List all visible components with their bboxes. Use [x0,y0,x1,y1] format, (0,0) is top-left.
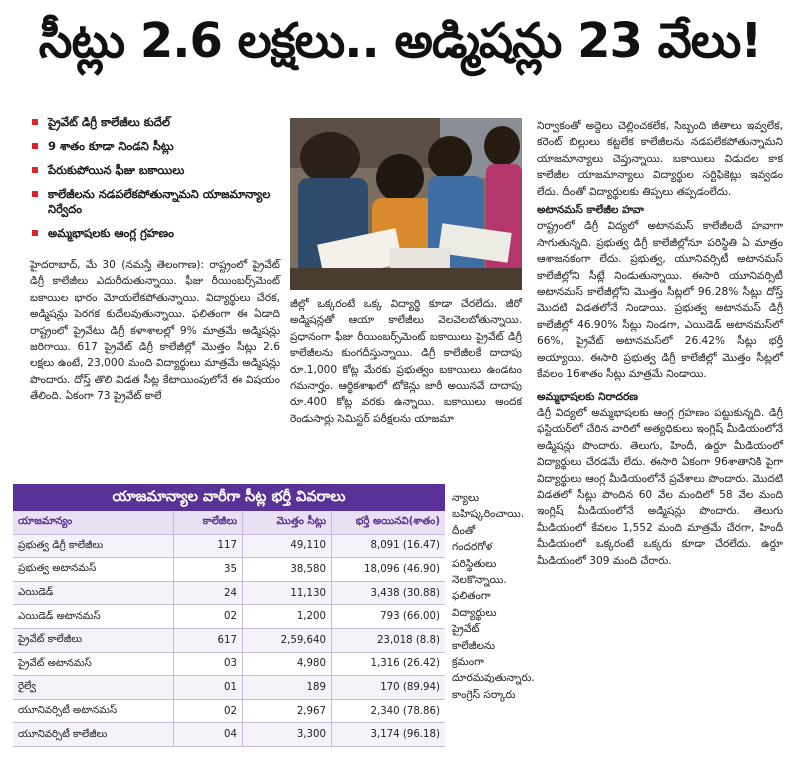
table-row [13,628,445,652]
header-total-seats: మొత్తం సీట్లు [243,511,332,534]
cell-total: 189 [243,676,332,700]
seats-table-box [13,484,445,761]
bullet-item [30,139,285,154]
seats-table [13,511,445,747]
header-colleges: కాలేజీలు [174,511,243,534]
col3-para3: డిగ్రీ విద్యలో అమ్మభాషలకు ఆంగ్ల గ్రహణం పట్టుకున్నది. డిగ్రీ ఫస్టియర్‌లో చేరిన వారిలో అత్యధికులు ఇంగ్లిష్ మీడియంలోనే అడ్మిషన్లు పొందారు. తెలుగు, హిందీ, ఉర్దూ మీడియంలో విద్యార్థులు చేరడమే లేదు. ఈసారి ఏకంగా 96శాతానికి పైగా విద్యార్థులు ఆంగ్ల మీడియంలోనే ప్రవేశాలు పొందారు. మొదటి విడతలో సీట్లు పొందిన 60 వేల మందిలో 58 వేల మంది ఇంగ్లిష్ మీడియంలోనే అడ్మిషన్లు పొందారు. తెలుగు మీడియంలో కేవలం 1,552 మంది మాత్రమే చేరగా, హిందీ మీడియంలో ఒక్కరంటే ఒక్కరు కూడా చేరలేదు. ఉర్దూ మీడియంలో 309 మంది చేరారు. [537,406,783,567]
bullet-item [30,226,285,241]
cell-total: 3,300 [243,723,332,747]
bullet-text: 9 శాతం కూడా నిండని సీట్లు [48,139,174,153]
cell-colleges: 35 [174,558,243,582]
table-row [13,699,445,723]
bullet-item [30,187,285,217]
cell-total: 49,110 [243,534,332,558]
cell-colleges: 02 [174,605,243,629]
cell-management: ప్రైవేట్ అటానమస్ [13,652,174,676]
students-illustration [290,118,522,290]
cell-colleges: 24 [174,581,243,605]
cell-filled: 3,438 (30.88) [332,581,446,605]
cell-filled: 3,174 (96.18) [332,723,446,747]
cell-total: 2,59,640 [243,628,332,652]
bullet-item [30,163,285,178]
bullet-text: పేరుకుపోయిన ఫీజు బకాయిలు [48,163,185,177]
header-management: యాజమాన్యం [13,511,174,534]
bullet-square-icon [32,119,38,125]
cell-colleges: 04 [174,723,243,747]
cell-filled: 8,091 (16.47) [332,534,446,558]
table-header-row [13,511,445,534]
table-row [13,558,445,582]
article-col1: హైదరాబాద్, మే 30 (నమస్తే తెలంగాణ): రాష్ట్రంలో ప్రైవేట్ డిగ్రీ కాలేజీలు ఎదురీదుతున్నాయి. ఫీజు రీయింబర్స్‌మెంట్ బకాయిల భారం మోయలేకపోతున్నాయి. విద్యార్థులు చేరక, అడ్మిషన్లు పెరగక కుదేలవుతున్నాయి. ఫలితంగా ఈ ఏడాది రాష్ట్రంలో ప్రైవేటు డిగ్రీ కళాశాలల్లో 9% మాత్రమే అడ్మిషన్లు జరిగాయి. 617 ప్రైవేట్ డిగ్రీ కాలేజీల్లో మొత్తం సీట్లు 2.6 లక్షలు ఉంటే, 23,000 మంది విద్యార్థులు మాత్రమే అడ్మిషన్లు పొందారు. దోస్త్ తొలి విడత సీట్ల కేటాయింపులోనే ఈ విషయం తేలింది. ఏకంగా 73 ప్రైవేట్ కాలే [30,259,280,403]
cell-filled: 170 (89.94) [332,676,446,700]
table-row [13,652,445,676]
cell-total: 38,580 [243,558,332,582]
table-row [13,723,445,747]
bullet-text: ప్రైవేట్ డిగ్రీ కాలేజీలు కుదేల్ [48,115,171,129]
headline: సీట్లు 2.6 లక్షలు.. అడ్మిషన్లు 23 వేలు! [38,13,762,69]
cell-total: 2,967 [243,699,332,723]
bullet-item [30,115,285,130]
bullet-square-icon [32,143,38,149]
cell-total: 1,200 [243,605,332,629]
table-row [13,534,445,558]
table-row [13,605,445,629]
cell-management: ఎయిడెడ్ అటానమస్ [13,605,174,629]
article-col2b: న్యాలు బహిష్కరించాయి. దీంతో గందరగోళ పరిస్థితులు నెలకొన్నాయి. ఫలితంగా విద్యార్థులు ప్రైవేట్ కాలేజీలను క్రమంగా దూరమవుతున్నారు. కాంగ్రెస్ సర్కారు [452,492,535,701]
article-col3 [537,118,783,569]
article-col2: జీల్లో ఒక్కరంటే ఒక్క విద్యార్థి కూడా చేరలేదు. జీరో అడ్మిషన్లతో ఆయా కాలేజీలు వెలవెలబోతున్నాయి. ప్రధానంగా ఫీజు రీయింబర్స్‌మెంట్ బకాయిలు ప్రైవేట్ డిగ్రీ కాలేజీలను కుంగదీస్తున్నాయి. డిగ్రీ కాలేజీలకే దాదాపు రూ.1,000 కోట్ల మేరకు ప్రభుత్వం బకాయిలు ఉండటం గమనార్హం. ఆర్థికశాఖలో టోకెన్లు జారీ అయినవే దాదాపు రూ.400 కోట్ల వరకు ఉన్నాయి. బకాయిలు అందక రెండుసార్లు సెమిస్టర్ పరీక్షలను యాజమా [290,298,522,425]
col3-para1: నిర్వాకంతో అద్దెలు చెల్లించకలేక, సిబ్బంది జీతాలు ఇవ్వలేక, కరెంట్ బిల్లులు కట్టలేక కాలేజీలను నడపలేకపోతున్నామని యాజమాన్యాలు చెప్తున్నాయి. బకాయిలు విడుదల కాక కాలేజీల యాజమాన్యాలు విద్యార్థుల సర్టిఫికెట్లు ఇవ్వడం లేదు. దీంతో విద్యార్థులకు తిప్పలు తప్పడంలేదు. [537,120,783,198]
cell-filled: 2,340 (78.86) [332,699,446,723]
cell-management: ప్రభుత్వ డిగ్రీ కాలేజీలు [13,534,174,558]
cell-total: 4,980 [243,652,332,676]
cell-management: రైల్వే [13,676,174,700]
cell-management: యూనివర్సిటీ కాలేజీలు [13,723,174,747]
cell-management: ప్రభుత్వ అటానమస్ [13,558,174,582]
cell-colleges: 117 [174,534,243,558]
bullet-list [30,115,285,250]
cell-colleges: 03 [174,652,243,676]
cell-filled: 23,018 (8.8) [332,628,446,652]
table-row [13,581,445,605]
cell-colleges: 617 [174,628,243,652]
cell-management: ప్రైవేట్ కాలేజీలు [13,628,174,652]
cell-management: ఎయిడెడ్ [13,581,174,605]
students-photo [290,118,522,290]
col3-para2: రాష్ట్రంలో డిగ్రీ విద్యలో అటానమస్ కాలేజీలదే హవాగా సాగుతున్నది. ప్రభుత్వ డిగ్రీ కాలేజీల్లోనూ పరిస్థితి ఏ మాత్రం ఆశాజనకంగా లేదు. ప్రభుత్వ, యూనివర్సిటీ అటానమస్ కాలేజీల్లోని సీట్లే నిండుతున్నాయి. ఈసారి యూనివర్సిటీ అటానమస్ కాలేజీల్లోని మొత్తం సీట్లలో 96.28% సీట్లు దోస్త్ మొదటి విడతలోనే నిండాయి. ప్రభుత్వ అటానమస్ డిగ్రీ కాలేజీల్లో 46.90% సీట్లు నిండగా, ఎయిడెడ్ అటానమస్‌లో 66%, ప్రైవేట్ అటానమస్‌లో 26.42% సీట్లు భర్తీ అయ్యాయి. ఈసారి ప్రభుత్వ డిగ్రీ కాలేజీల్లో మొత్తం సీట్లలో కేవలం 16శాతం సీట్లు మాత్రమే నిండాయి. [537,220,783,381]
table-row [13,676,445,700]
cell-filled: 18,096 (46.90) [332,558,446,582]
bullet-text: కాలేజీలను నడపలేకపోతున్నామని యాజమాన్యాల నిర్వేదం [48,187,271,216]
table-title: యాజమాన్యాల వారీగా సీట్ల భర్తీ వివరాలు [13,484,445,511]
cell-management: యూనివర్సిటీ అటానమస్ [13,699,174,723]
cell-colleges: 01 [174,676,243,700]
cell-colleges: 02 [174,699,243,723]
cell-filled: 1,316 (26.42) [332,652,446,676]
col3-subhead-mothertongue: అమ్మభాషలకు నిరాదరణ [537,390,639,403]
col3-subhead-autonomous: అటానమస్ కాలేజీల హవా [537,204,644,217]
header-filled: భర్తీ అయినవి(శాతం) [332,511,446,534]
cell-total: 11,130 [243,581,332,605]
bullet-square-icon [32,191,38,197]
cell-filled: 793 (66.00) [332,605,446,629]
bullet-text: అమ్మభాషలకు ఆంగ్ల గ్రహణం [48,226,175,240]
bullet-square-icon [32,167,38,173]
bullet-square-icon [32,230,38,236]
